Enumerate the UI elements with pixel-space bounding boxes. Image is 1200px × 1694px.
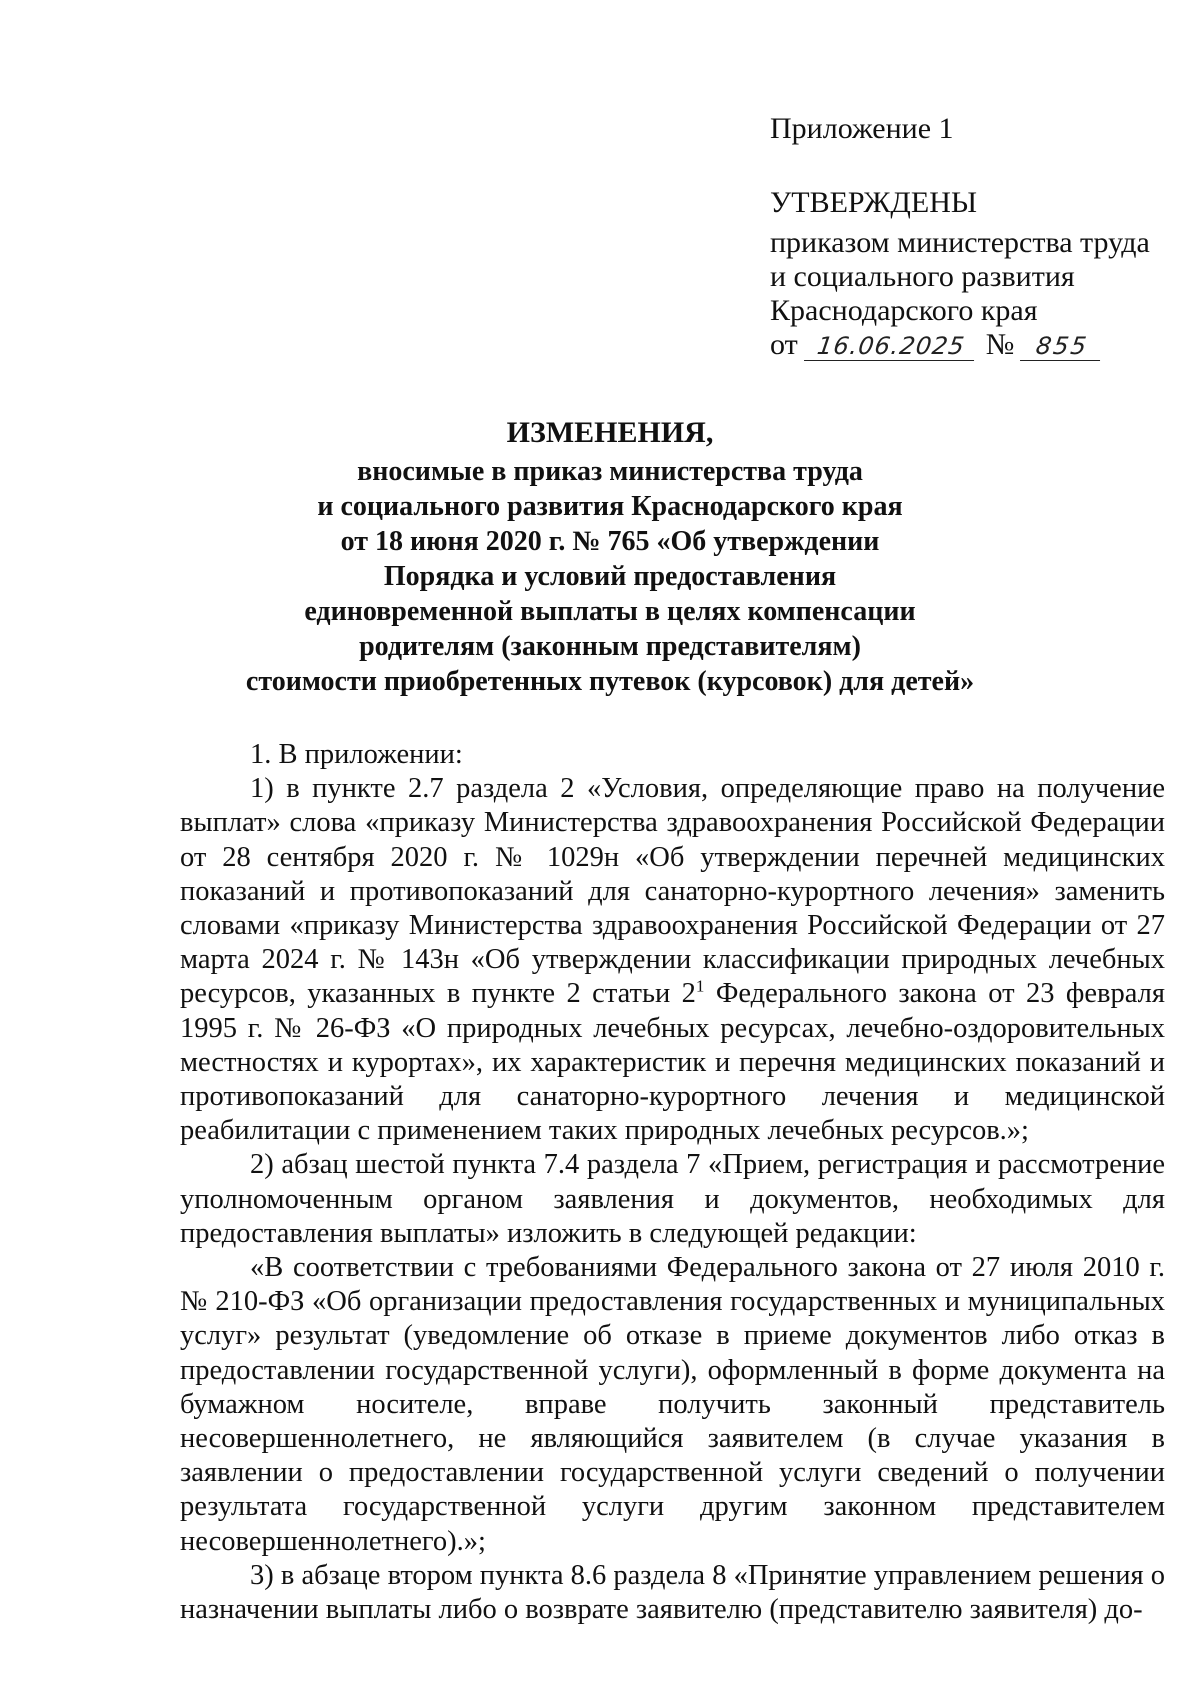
paragraph-5: 3) в абзаце втором пункта 8.6 раздела 8 «Принятие управлением решения о назначении выплаты либо о возврате заявителю (представителю заявителя) до- (180, 1559, 1165, 1626)
handwritten-date: 16.06.2025 (804, 332, 978, 361)
title-line: родителям (законным представителям) (359, 631, 861, 662)
document-body (180, 738, 1165, 1627)
document-title (240, 414, 980, 699)
title-line: Порядка и условий предоставления (383, 561, 837, 592)
approval-line-3: Краснодарского края (770, 294, 1038, 327)
paragraph-4: «В соответствии с требованиями Федерального закона от 27 июля 2010 г. № 210-ФЗ «Об организации предоставления государственных и муниципальных услуг» результат (уведомление об отказе в приеме документов либо отказ в предоставлении государственной услуги), оформленный в форме документа на бумажном носителе, вправе получить законный представитель несовершеннолетнего, не являющийся заявителем (в случае указания в заявлении о предоставлении государственной услуги сведений о получении результата государственной услуги другим законном представителем несовершеннолетнего).»; (180, 1252, 1165, 1557)
title-line: единовременной выплаты в целях компенсации (304, 596, 916, 627)
title-line: вносимые в приказ министерства труда (357, 456, 863, 487)
paragraph-2 (180, 772, 1165, 1148)
handwritten-number: 855 (1020, 332, 1104, 361)
approval-block (770, 112, 1170, 362)
approval-date-line (770, 328, 1170, 362)
title-main: ИЗМЕНЕНИЯ, (506, 416, 714, 449)
title-line: от 18 июня 2020 г. № 765 «Об утверждении (340, 526, 880, 557)
from-label: от (770, 328, 798, 361)
appendix-label: Приложение 1 (770, 112, 954, 145)
title-line: и социального развития Краснодарского края (317, 491, 903, 522)
paragraph-3: 2) абзац шестой пункта 7.4 раздела 7 «Прием, регистрация и рассмотрение уполномоченным органом заявления и документов, необходимых для предоставления выплаты» изложить в следующей редакции: (180, 1149, 1165, 1249)
paragraph-1: 1. В приложении: (250, 739, 463, 770)
title-line: стоимости приобретенных путевок (курсовок) для детей» (245, 666, 975, 697)
paragraph-2-tail: Федерального закона от 23 февраля 1995 г. № 26-ФЗ «О природных лечебных ресурсах, лечебно-оздоровительных местностях и курортах», их характеристик и перечня медицинских показаний и противопоказаний для санаторно-курортного лечения и медицинской реабилитации с применением таких природных лечебных ресурсов.»; (180, 978, 1165, 1147)
number-label: № (985, 328, 1015, 361)
approved-heading: УТВЕРЖДЕНЫ (770, 186, 978, 219)
superscript: 1 (695, 976, 705, 996)
paragraph-2-text: 1) в пункте 2.7 раздела 2 «Условия, определяющие право на получение выплат» слова «приказу Министерства здравоохранения Российской Федерации от 28 сентября 2020 г. № 1029н «Об утверждении перечней медицинских показаний и противопоказаний для санаторно-курортного лечения» заменить словами «приказу Министерства здравоохранения Российской Федерации от 27 марта 2024 г. № 143н «Об утверждении классификации природных лечебных ресурсов, указанных в пункте 2 статьи 2 (180, 773, 1165, 1010)
approval-line-2: и социального развития (770, 260, 1075, 293)
approval-line-1: приказом министерства труда (770, 226, 1150, 259)
